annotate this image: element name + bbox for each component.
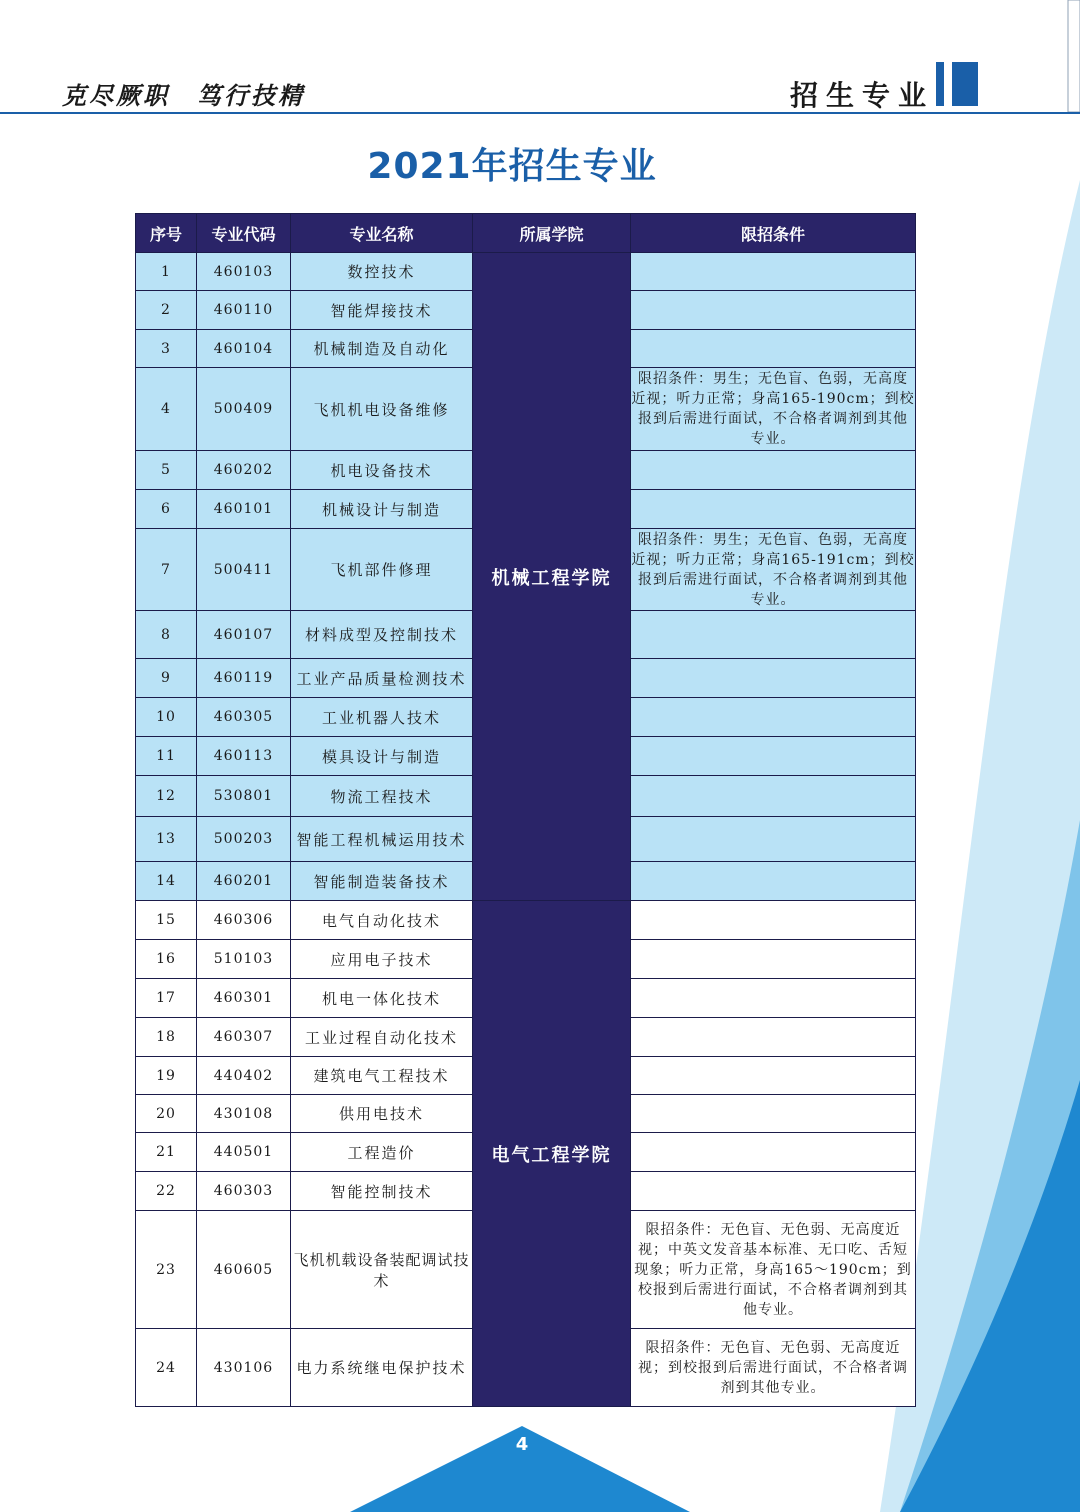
- row-no: 22: [136, 1172, 197, 1211]
- row-code: 460101: [197, 490, 291, 529]
- row-conditions: [631, 737, 916, 776]
- row-conditions: [631, 330, 916, 368]
- top-right-frame: [1068, 0, 1080, 112]
- row-no: 2: [136, 291, 197, 330]
- row-name: 工业机器人技术: [291, 698, 473, 737]
- row-name: 供用电技术: [291, 1095, 473, 1133]
- row-no: 6: [136, 490, 197, 529]
- row-code: 460119: [197, 659, 291, 698]
- row-code: 440402: [197, 1057, 291, 1095]
- header-divider: [0, 112, 1080, 114]
- college-cell-mechanical: 机械工程学院: [473, 253, 631, 901]
- row-no: 17: [136, 979, 197, 1018]
- row-conditions: 限招条件：男生；无色盲、色弱，无高度近视；听力正常；身高165-191cm；到校报到后需进行面试，不合格者调剂到其他专业。: [631, 529, 916, 611]
- row-name: 智能控制技术: [291, 1172, 473, 1211]
- row-name: 建筑电气工程技术: [291, 1057, 473, 1095]
- header-cell-code: 专业代码: [197, 214, 291, 253]
- table-row: [136, 253, 916, 291]
- row-conditions: [631, 776, 916, 817]
- row-no: 13: [136, 817, 197, 862]
- row-conditions: [631, 451, 916, 490]
- row-name: 物流工程技术: [291, 776, 473, 817]
- row-code: 500409: [197, 368, 291, 451]
- row-conditions: [631, 611, 916, 659]
- row-no: 24: [136, 1329, 197, 1407]
- row-conditions: [631, 1095, 916, 1133]
- row-no: 18: [136, 1018, 197, 1057]
- row-code: 460305: [197, 698, 291, 737]
- row-no: 14: [136, 862, 197, 901]
- row-code: 460307: [197, 1018, 291, 1057]
- table-row: [136, 901, 916, 940]
- header-cell-name: 专业名称: [291, 214, 473, 253]
- row-code: 460605: [197, 1211, 291, 1329]
- row-name: 数控技术: [291, 253, 473, 291]
- row-no: 11: [136, 737, 197, 776]
- row-no: 7: [136, 529, 197, 611]
- admissions-table: [135, 213, 916, 1407]
- row-name: 机电一体化技术: [291, 979, 473, 1018]
- row-no: 3: [136, 330, 197, 368]
- row-conditions: [631, 1172, 916, 1211]
- row-conditions: [631, 1057, 916, 1095]
- header-accent-bar: [936, 62, 944, 106]
- row-code: 500411: [197, 529, 291, 611]
- header-section-title: 招生专业: [790, 79, 935, 112]
- row-no: 16: [136, 940, 197, 979]
- row-conditions: [631, 940, 916, 979]
- row-conditions: [631, 253, 916, 291]
- row-conditions: [631, 817, 916, 862]
- row-conditions: [631, 979, 916, 1018]
- row-conditions: [631, 490, 916, 529]
- row-code: 460113: [197, 737, 291, 776]
- row-code: 460107: [197, 611, 291, 659]
- row-name: 智能工程机械运用技术: [291, 817, 473, 862]
- row-code: 460306: [197, 901, 291, 940]
- header-cell-no: 序号: [136, 214, 197, 253]
- row-conditions: 限招条件：无色盲、无色弱、无高度近视；中英文发音基本标准、无口吃、舌短现象；听力正常，身高165～190cm；到校报到后需进行面试，不合格者调剂到其他专业。: [631, 1211, 916, 1329]
- row-code: 460303: [197, 1172, 291, 1211]
- row-no: 15: [136, 901, 197, 940]
- row-name: 电气自动化技术: [291, 901, 473, 940]
- row-name: 模具设计与制造: [291, 737, 473, 776]
- row-no: 19: [136, 1057, 197, 1095]
- row-no: 4: [136, 368, 197, 451]
- row-conditions: [631, 1018, 916, 1057]
- row-name: 应用电子技术: [291, 940, 473, 979]
- row-code: 510103: [197, 940, 291, 979]
- row-code: 460202: [197, 451, 291, 490]
- row-name: 工程造价: [291, 1133, 473, 1172]
- row-name: 机械制造及自动化: [291, 330, 473, 368]
- row-no: 1: [136, 253, 197, 291]
- row-no: 12: [136, 776, 197, 817]
- college-cell-electrical: 电气工程学院: [473, 901, 631, 1407]
- row-no: 21: [136, 1133, 197, 1172]
- header-accent-block: [952, 62, 978, 106]
- row-code: 460110: [197, 291, 291, 330]
- row-no: 5: [136, 451, 197, 490]
- row-conditions: [631, 901, 916, 940]
- row-no: 23: [136, 1211, 197, 1329]
- row-no: 20: [136, 1095, 197, 1133]
- page-number: 4: [515, 1434, 529, 1455]
- row-name: 机械设计与制造: [291, 490, 473, 529]
- row-conditions: 限招条件：男生；无色盲、色弱，无高度近视；听力正常；身高165-190cm；到校报到后需进行面试，不合格者调剂到其他专业。: [631, 368, 916, 451]
- header-cell-college: 所属学院: [473, 214, 631, 253]
- row-conditions: [631, 1133, 916, 1172]
- row-code: 460103: [197, 253, 291, 291]
- row-no: 8: [136, 611, 197, 659]
- row-conditions: [631, 659, 916, 698]
- row-name: 智能焊接技术: [291, 291, 473, 330]
- row-name: 工业过程自动化技术: [291, 1018, 473, 1057]
- row-name: 工业产品质量检测技术: [291, 659, 473, 698]
- row-name: 电力系统继电保护技术: [291, 1329, 473, 1407]
- row-conditions: 限招条件：无色盲、无色弱、无高度近视；到校报到后需进行面试，不合格者调剂到其他专业。: [631, 1329, 916, 1407]
- header-motto: 克尽厥职 笃行技精: [62, 81, 305, 110]
- row-code: 430108: [197, 1095, 291, 1133]
- row-name: 机电设备技术: [291, 451, 473, 490]
- row-name: 材料成型及控制技术: [291, 611, 473, 659]
- row-code: 440501: [197, 1133, 291, 1172]
- row-code: 530801: [197, 776, 291, 817]
- row-conditions: [631, 291, 916, 330]
- row-code: 460301: [197, 979, 291, 1018]
- row-name: 飞机部件修理: [291, 529, 473, 611]
- row-no: 10: [136, 698, 197, 737]
- row-code: 460104: [197, 330, 291, 368]
- row-conditions: [631, 698, 916, 737]
- row-name: 飞机机电设备维修: [291, 368, 473, 451]
- row-conditions: [631, 862, 916, 901]
- row-name: 飞机机载设备装配调试技术: [291, 1211, 473, 1329]
- row-code: 500203: [197, 817, 291, 862]
- table-header-row: [136, 214, 916, 253]
- page-title: 2021年招生专业: [367, 146, 657, 187]
- row-code: 430106: [197, 1329, 291, 1407]
- header-cell-conditions: 限招条件: [631, 214, 916, 253]
- row-code: 460201: [197, 862, 291, 901]
- row-no: 9: [136, 659, 197, 698]
- row-name: 智能制造装备技术: [291, 862, 473, 901]
